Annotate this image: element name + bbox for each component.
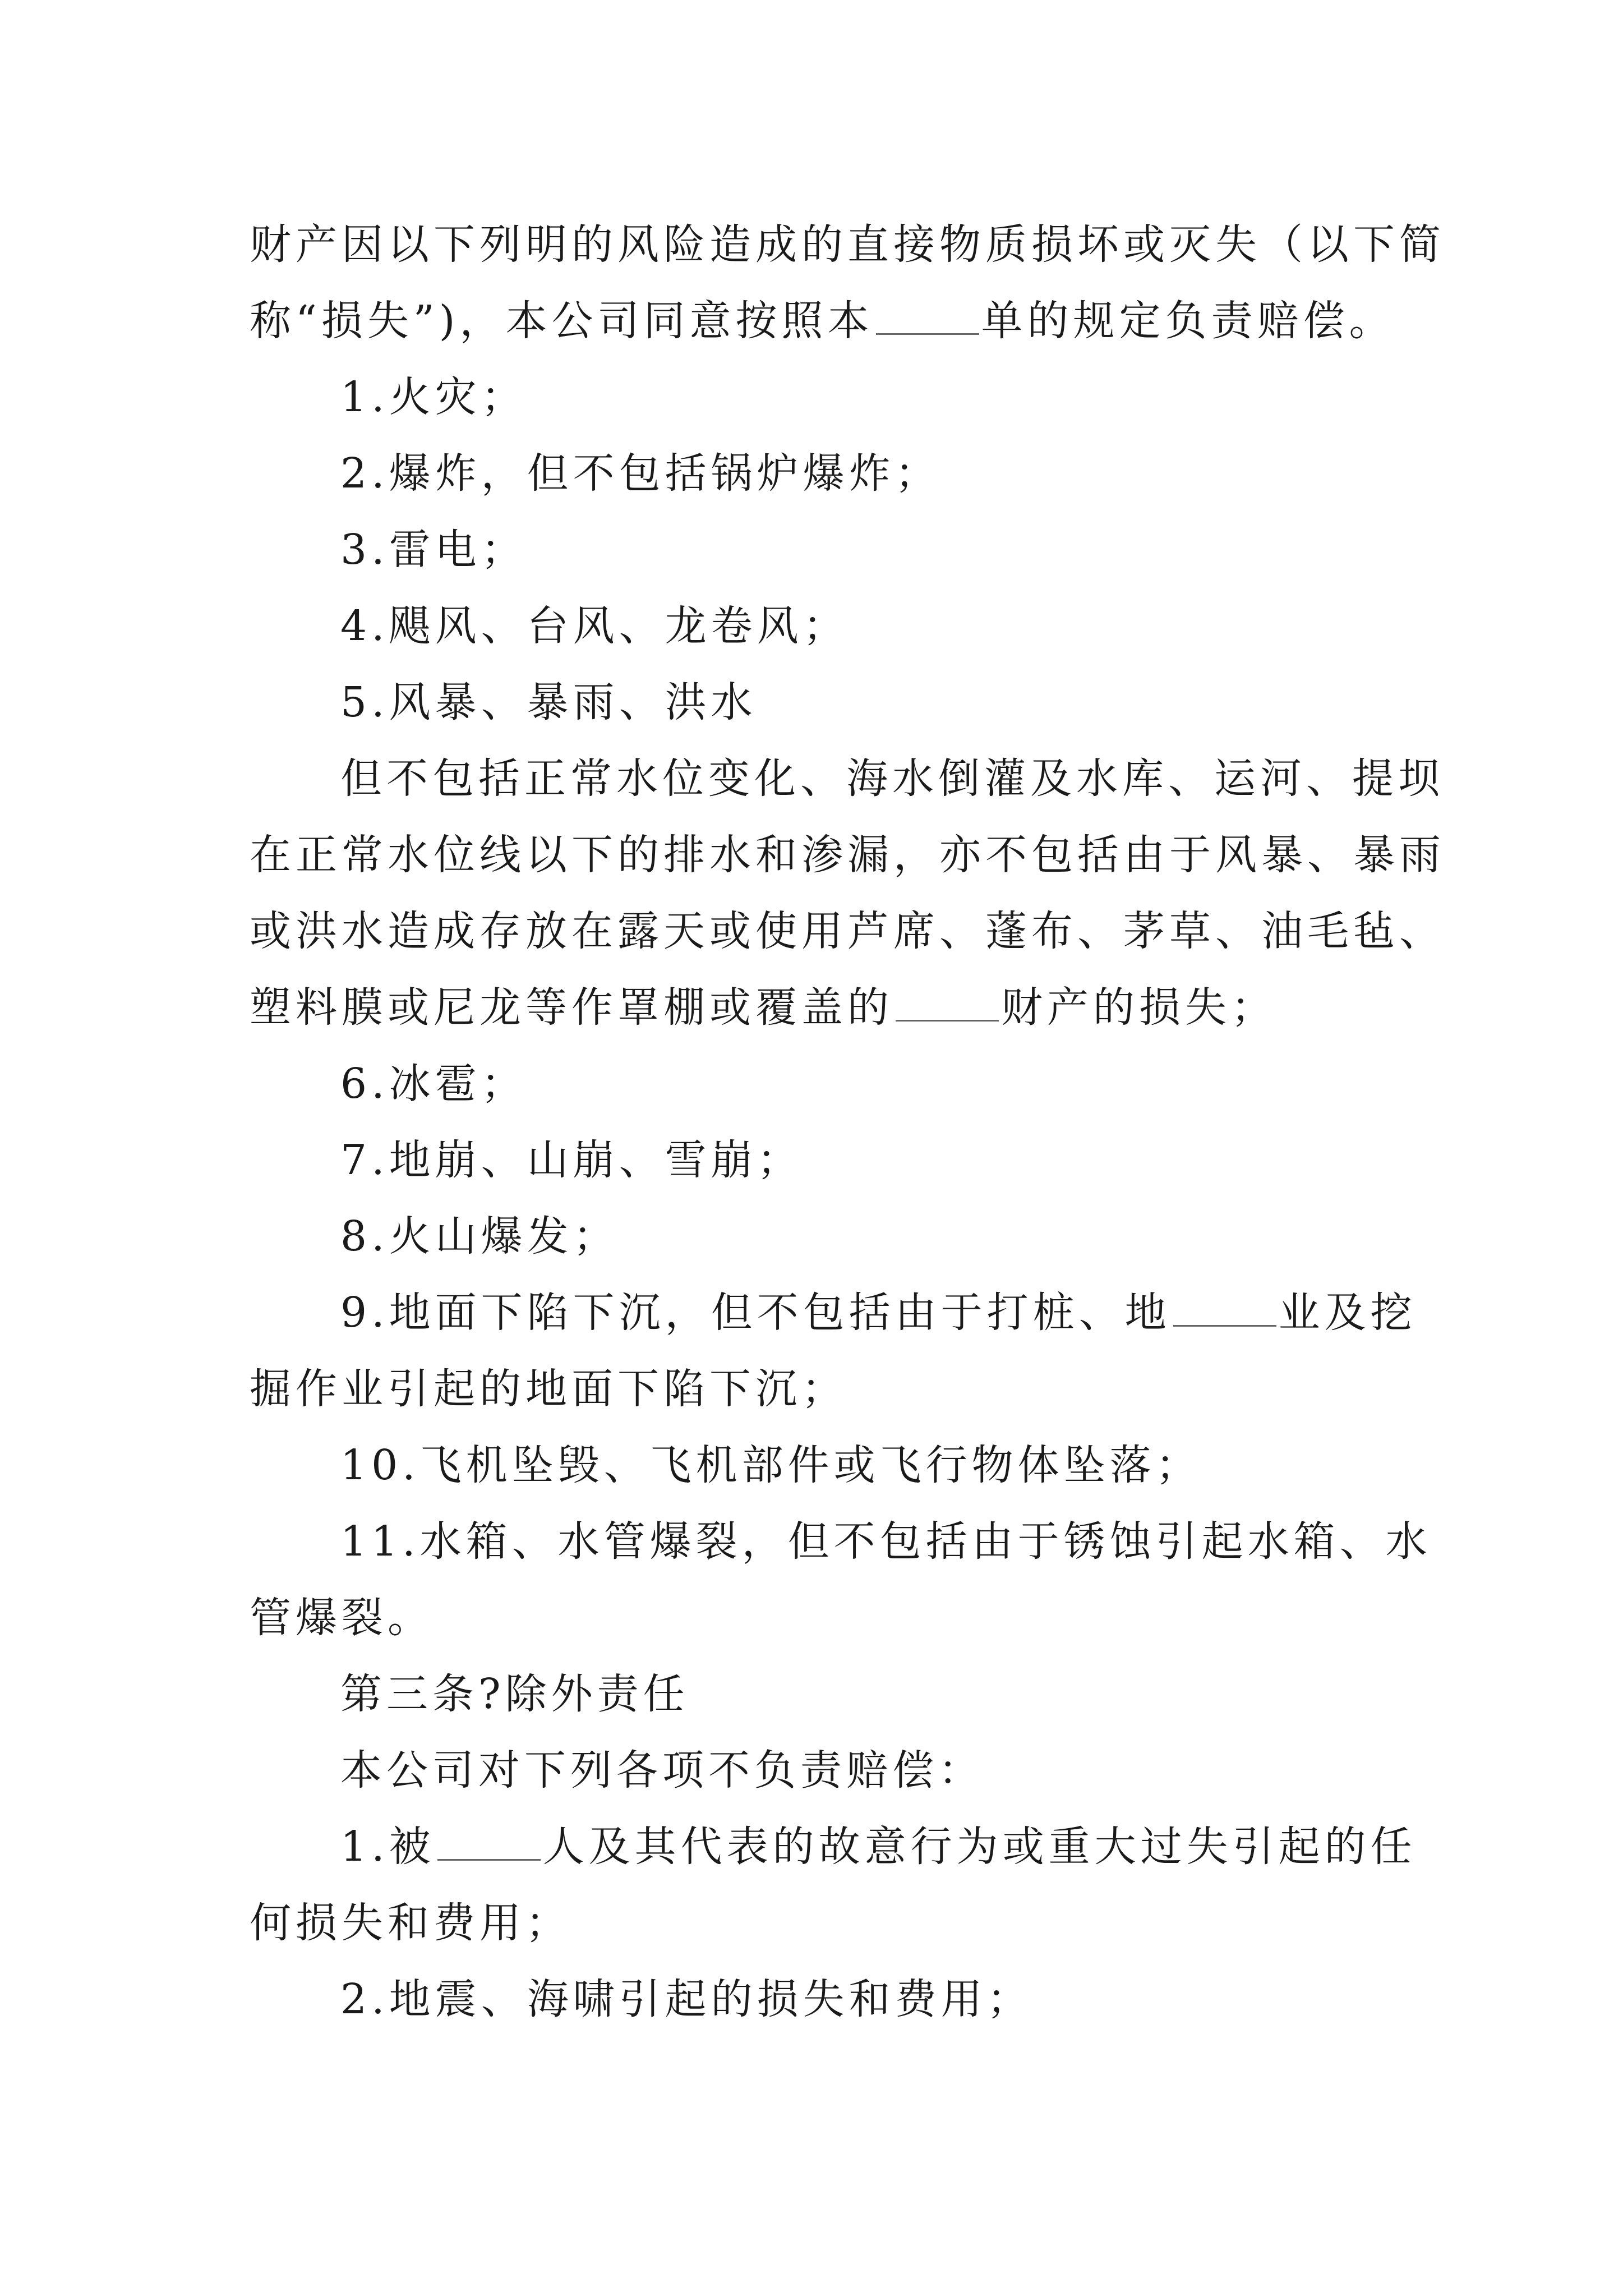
- document-body: [250, 206, 1445, 2037]
- text-segment: 人及其代表的故意行为或重大过失引起的任: [542, 1823, 1417, 1871]
- list-item-landslide: 7.地崩、山崩、雪崩；: [340, 1136, 803, 1184]
- text-line-1: 财产因以下列明的风险造成的直接物质损坏或灭失（以下简: [250, 220, 1445, 269]
- text-line-intentional-act-cont: 何损失和费用；: [250, 1899, 571, 1947]
- list-item-hail: 6.冰雹；: [340, 1060, 527, 1108]
- text-line-exclusion-2: 在正常水位线以下的排水和渗漏，亦不包括由于风暴、暴雨: [250, 831, 1445, 879]
- list-item-subsidence: [250, 1274, 1417, 1351]
- fill-blank: [1173, 1320, 1276, 1327]
- list-item-aircraft: 10.飞机坠毁、飞机部件或飞行物体坠落；: [340, 1441, 1202, 1489]
- list-item-storm: 5.风暴、暴雨、洪水: [340, 678, 757, 726]
- text-line-exclusion-3: 或洪水造成存放在露天或使用芦席、蓬布、茅草、油毛毡、: [250, 907, 1445, 955]
- fill-blank: [437, 1855, 541, 1861]
- text-segment: 塑料膜或尼龙等作罩棚或覆盖的: [250, 983, 893, 1032]
- list-item-fire: 1.火灾；: [340, 373, 527, 421]
- fill-blank: [876, 329, 979, 335]
- text-segment: 单的规定负责赔偿。: [981, 297, 1395, 345]
- list-item-intentional-act: [250, 1809, 1417, 1885]
- text-line-water-tank-cont: 管爆裂。: [250, 1594, 434, 1642]
- text-line-exclusion-4: [250, 969, 1388, 1046]
- list-item-lightning: 3.雷电；: [340, 526, 527, 574]
- text-line-exclusions-intro: 本公司对下列各项不负责赔偿：: [340, 1746, 984, 1795]
- list-item-hurricane: 4.飓风、台风、龙卷风；: [340, 602, 849, 650]
- text-segment: 财产的损失；: [1001, 983, 1277, 1032]
- list-item-water-tank: 11.水箱、水管爆裂，但不包括由于锈蚀引起水箱、水: [340, 1517, 1432, 1566]
- text-line-subsidence-cont: 掘作业引起的地面下陷下沉；: [250, 1365, 847, 1413]
- text-segment: 称“损失”)，本公司同意按照本: [250, 297, 874, 345]
- fill-blank: [896, 1015, 999, 1022]
- text-segment: 业及挖: [1278, 1289, 1417, 1337]
- list-item-explosion: 2.爆炸，但不包括锅炉爆炸；: [340, 449, 941, 498]
- list-item-earthquake: 2.地震、海啸引起的损失和费用；: [340, 1975, 1033, 2023]
- section-heading-exclusions: 第三条?除外责任: [340, 1670, 689, 1718]
- text-line-2: [250, 283, 1395, 359]
- list-item-volcano: 8.火山爆发；: [340, 1212, 619, 1260]
- text-line-exclusion-1: 但不包括正常水位变化、海水倒灌及水库、运河、提坝: [340, 754, 1444, 803]
- text-segment: 1.被: [340, 1823, 435, 1871]
- text-segment: 9.地面下陷下沉，但不包括由于打桩、地: [340, 1289, 1171, 1337]
